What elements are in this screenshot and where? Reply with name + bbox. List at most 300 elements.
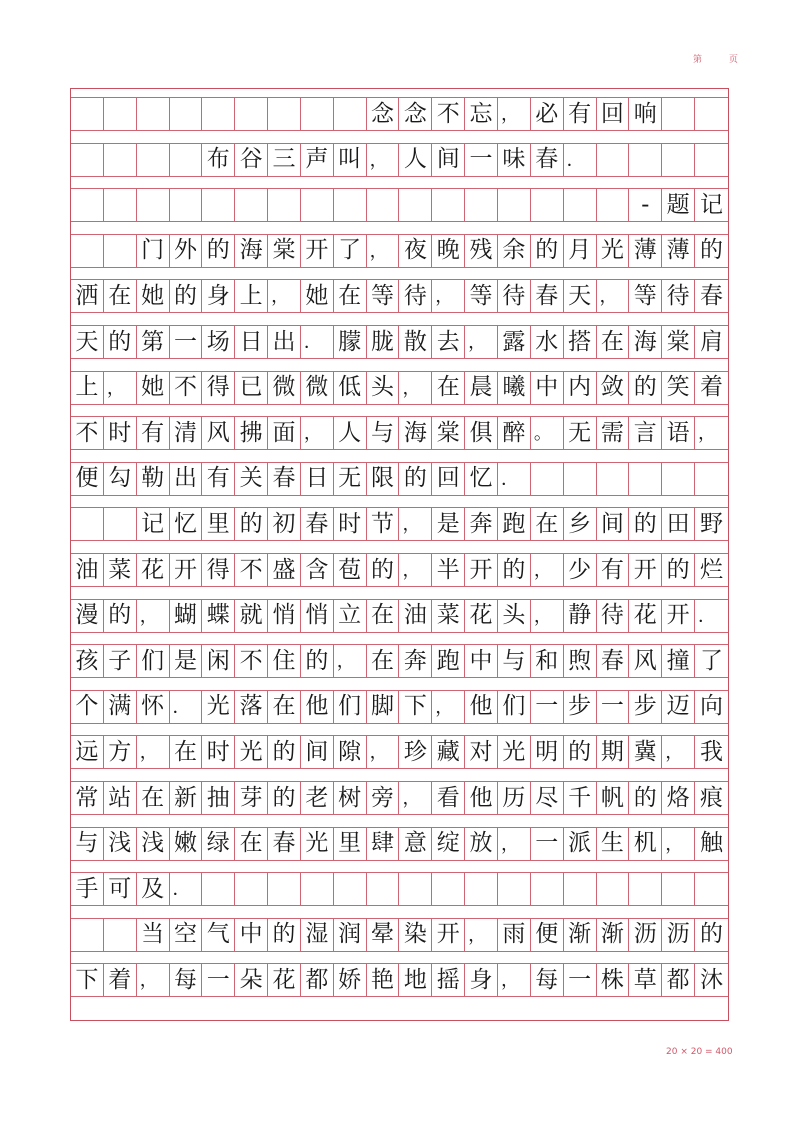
grid-cell: 是 [432,508,465,540]
grid-cell: 风 [202,417,235,449]
grid-cell: 花 [629,600,662,632]
grid-cell: 微 [301,372,334,404]
grid-cell: 我 [699,738,723,765]
grid-cell: 远 [71,736,104,768]
grid-cell: 是 [170,645,203,677]
grid-cell [170,144,203,176]
grid-cell: 对 [465,736,498,768]
grid-cell: 气 [202,919,235,951]
grid-cell [465,873,498,905]
grid-cell: 静 [564,600,597,632]
grid-cell: 蝶 [202,600,235,632]
grid-cell [531,463,564,495]
grid-cell: 在 [432,372,465,404]
grid-cell: 珍 [399,736,432,768]
grid-cell: 布 [202,144,235,176]
grid-cell: 们 [498,691,531,723]
grid-cell: 帆 [597,782,630,814]
grid-cell: 们 [137,645,170,677]
grid-cell: 常 [71,782,104,814]
grid-cell [137,98,170,130]
grid-cell: 一 [597,691,630,723]
grid-cell: 在 [268,691,301,723]
grid-cell: 了 [699,647,723,674]
grid-cell: 蝴 [170,600,203,632]
grid-cell: 场 [202,326,235,358]
grid-cell [268,98,301,130]
grid-cell: ． [498,463,531,495]
grid-cell: ， [498,964,531,996]
grid-cell: 在 [334,280,367,312]
grid-cell: ， [498,98,531,130]
grid-row [71,963,728,997]
grid-cell: 都 [662,964,695,996]
grid-cell: 俱 [465,417,498,449]
grid-cell: 的 [104,326,137,358]
grid-cell: 开 [301,235,334,267]
grid-cell: 上 [71,372,104,404]
grid-cell: 敛 [597,372,630,404]
grid-cell: 下 [71,964,104,996]
grid-cell [104,508,137,540]
grid-cell [629,144,662,176]
grid-cell: 朵 [235,964,268,996]
grid-cell: 晕 [367,919,400,951]
grid-cell: 间 [432,144,465,176]
grid-cell [597,873,630,905]
grid-cell: 就 [235,600,268,632]
grid-cell: - [629,189,662,221]
grid-cell: 每 [531,964,564,996]
grid-cell: 闲 [202,645,235,677]
grid-cell: 的 [170,280,203,312]
grid-cell: 待 [662,280,695,312]
grid-cell: 野 [699,510,723,537]
grid-cell: 着 [699,374,723,401]
grid-cell: ， [137,964,170,996]
grid-cell: 漫 [71,600,104,632]
grid-cell [301,98,334,130]
grid-cell: 地 [399,964,432,996]
grid-cell: 谷 [235,144,268,176]
grid-cell: 。 [531,417,564,449]
grid-cell: 开 [629,554,662,586]
grid-cell: 花 [137,554,170,586]
grid-cell: 放 [465,828,498,860]
grid-cell: 空 [170,919,203,951]
grid-cell: ． [170,873,203,905]
grid-cell: 时 [334,508,367,540]
grid-cell: 沐 [699,966,723,993]
grid-row [71,97,728,131]
grid-cell: 一 [465,144,498,176]
grid-cell: ， [334,645,367,677]
grid-cell: 他 [465,691,498,723]
grid-cell: 念 [399,98,432,130]
grid-cell: 的 [531,235,564,267]
grid-cell: 间 [301,736,334,768]
grid-cell: 忆 [170,508,203,540]
grid-cell: 都 [301,964,334,996]
grid-cell: 在 [367,600,400,632]
grid-cell: 春 [699,282,723,309]
grid-cell: 的 [268,919,301,951]
grid-cell: 她 [137,280,170,312]
grid-cell: 触 [699,830,723,857]
grid-cell: ， [137,600,170,632]
grid-cell: 光 [597,235,630,267]
grid-cell: 们 [334,691,367,723]
grid-cell: 无 [564,417,597,449]
grid-cell [531,873,564,905]
grid-cell: 冀 [629,736,662,768]
grid-cell: 手 [71,873,104,905]
grid-cell: 个 [71,691,104,723]
grid-cell: 痕 [699,784,723,811]
grid-cell [367,873,400,905]
grid-cell: 得 [202,372,235,404]
grid-cell [498,189,531,221]
grid-cell: 老 [301,782,334,814]
grid-cell [531,189,564,221]
grid-cell: ， [367,144,400,176]
grid-cell: 烂 [699,556,723,583]
grid-cell: 微 [268,372,301,404]
grid-cell: 在 [597,326,630,358]
grid-cell: 得 [202,554,235,586]
grid-cell: 肆 [367,828,400,860]
grid-cell: 落 [235,691,268,723]
grid-cell: 的 [699,237,723,264]
grid-cell: 记 [699,191,723,218]
grid-cell: 光 [202,691,235,723]
grid-cell: 机 [629,828,662,860]
grid-cell: 光 [301,828,334,860]
grid-cell: 中 [235,919,268,951]
grid-cell: 时 [202,736,235,768]
grid-cell: 迈 [662,691,695,723]
grid-cell: 奔 [399,645,432,677]
grid-cell: 回 [597,98,630,130]
grid-cell: 期 [597,736,630,768]
grid-cell: 已 [235,372,268,404]
grid-cell: 花 [465,600,498,632]
grid-cell: 风 [629,645,662,677]
grid-cell: 晨 [465,372,498,404]
grid-cell: 光 [498,736,531,768]
grid-cell: 田 [662,508,695,540]
grid-cell: ， [301,417,334,449]
grid-cell: 娇 [334,964,367,996]
grid-cell: 棠 [268,235,301,267]
grid-cell: 出 [268,326,301,358]
grid-row [71,599,728,633]
grid-cell [104,144,137,176]
grid-cell: 有 [564,98,597,130]
grid-cell: 她 [137,372,170,404]
grid-cell: 花 [268,964,301,996]
grid-cell: 旁 [367,782,400,814]
grid-cell: 响 [629,98,662,130]
grid-cell: 忘 [465,98,498,130]
grid-cell [137,144,170,176]
grid-cell [498,873,531,905]
grid-cell: 日 [235,326,268,358]
grid-cell [564,189,597,221]
grid-cell: 面 [268,417,301,449]
grid-cell: 春 [301,508,334,540]
grid-cell [695,873,728,905]
grid-cell: 他 [301,691,334,723]
grid-cell: ， [432,691,465,723]
grid-cell: 中 [531,372,564,404]
grid-cell: 染 [399,919,432,951]
grid-cell: 藏 [432,736,465,768]
grid-cell: 的 [268,782,301,814]
grid-cell: 露 [498,326,531,358]
grid-cell: ． [564,144,597,176]
grid-cell: 间 [597,508,630,540]
grid-cell: 天 [71,326,104,358]
grid-cell [465,189,498,221]
grid-cell: 历 [498,782,531,814]
grid-row [71,416,728,450]
grid-cell [399,189,432,221]
grid-cell: 尽 [531,782,564,814]
grid-cell: 薄 [662,235,695,267]
grid-cell: 当 [137,919,170,951]
grid-cell: 一 [564,964,597,996]
grid-cell [104,98,137,130]
grid-cell: 天 [564,280,597,312]
grid-cell [432,873,465,905]
grid-cell: 关 [235,463,268,495]
grid-cell: 每 [170,964,203,996]
grid-cell: 不 [235,554,268,586]
grid-cell: 抽 [202,782,235,814]
grid-cell: 夜 [399,235,432,267]
grid-cell: 曦 [498,372,531,404]
grid-cell: 明 [531,736,564,768]
grid-cell [597,189,630,221]
grid-cell: 摇 [432,964,465,996]
grid-cell: ， [399,372,432,404]
grid-row [71,371,728,405]
grid-cell: 有 [597,554,630,586]
grid-cell: 孩 [71,645,104,677]
grid-cell: ． [301,326,334,358]
grid-row [71,143,728,177]
grid-cell: 海 [399,417,432,449]
grid-cell: 生 [597,828,630,860]
grid-cell: 时 [104,417,137,449]
grid-cell: 待 [498,280,531,312]
grid-cell [170,189,203,221]
grid-cell: 水 [531,326,564,358]
grid-cell: 便 [71,463,104,495]
grid-cell: 不 [170,372,203,404]
grid-cell: 株 [597,964,630,996]
grid-cell: 待 [597,600,630,632]
grid-cell: 节 [367,508,400,540]
grid-cell: 站 [104,782,137,814]
page-number-label: 第 页 [693,55,750,65]
grid-cell: 的 [104,600,137,632]
grid-cell: 散 [399,326,432,358]
grid-cell: 的 [268,736,301,768]
grid-row [71,507,728,541]
grid-cell: 和 [531,645,564,677]
grid-cell: ． [698,605,717,627]
grid-cell: 笑 [662,372,695,404]
grid-cell: ， [399,508,432,540]
grid-cell: 沥 [662,919,695,951]
grid-cell: 念 [367,98,400,130]
grid-cell [235,189,268,221]
composition-grid-sheet [70,88,729,1021]
grid-cell [71,508,104,540]
grid-row [71,918,728,952]
grid-cell: 开 [465,554,498,586]
grid-cell: ， [465,326,498,358]
grid-cell: ， [367,235,400,267]
grid-cell [104,235,137,267]
grid-cell: 春 [597,645,630,677]
grid-cell [71,98,104,130]
grid-cell: 拂 [235,417,268,449]
grid-cell: 派 [564,828,597,860]
grid-cell: 春 [268,463,301,495]
grid-row [71,279,728,313]
grid-cell: 在 [235,828,268,860]
grid-cell: 去 [432,326,465,358]
grid-cell: 清 [170,417,203,449]
grid-cell: 润 [334,919,367,951]
grid-count-label: 20 × 20 = 400 [666,1047,733,1057]
grid-cell [629,873,662,905]
grid-cell: 余 [498,235,531,267]
grid-row [71,872,728,906]
grid-cell: 棠 [662,326,695,358]
grid-row [71,690,728,724]
grid-cell: 奔 [465,508,498,540]
grid-cell: 声 [301,144,334,176]
grid-cell [662,463,695,495]
grid-cell: 的 [629,782,662,814]
grid-cell: 着 [104,964,137,996]
grid-cell: 棠 [432,417,465,449]
grid-cell [235,873,268,905]
grid-cell: 有 [202,463,235,495]
grid-cell: 半 [432,554,465,586]
grid-cell: 言 [629,417,662,449]
grid-cell: 出 [170,463,203,495]
grid-cell [301,189,334,221]
grid-cell: 隙 [334,736,367,768]
grid-cell: 里 [334,828,367,860]
grid-cell: 嫩 [170,828,203,860]
grid-cell: 海 [629,326,662,358]
grid-cell [104,919,137,951]
grid-cell [399,873,432,905]
grid-cell: 三 [268,144,301,176]
grid-cell: ， [432,280,465,312]
grid-cell: ， [531,600,564,632]
grid-cell: ， [465,919,498,951]
grid-cell: 语 [662,417,695,449]
grid-cell: 浅 [137,828,170,860]
grid-cell: 沥 [629,919,662,951]
grid-cell: 绽 [432,828,465,860]
grid-cell: 外 [170,235,203,267]
grid-cell [71,919,104,951]
grid-cell: 苞 [334,554,367,586]
grid-cell: 记 [137,508,170,540]
grid-cell [367,189,400,221]
grid-cell [301,873,334,905]
grid-cell: 子 [104,645,137,677]
grid-cell: 与 [367,417,400,449]
grid-cell: 与 [71,828,104,860]
grid-cell: 人 [399,144,432,176]
grid-cell: 题 [662,189,695,221]
grid-cell [597,463,630,495]
grid-cell: 月 [564,235,597,267]
grid-cell: 中 [465,645,498,677]
grid-cell: 肩 [699,328,723,355]
grid-row [71,188,728,222]
grid-cell: 含 [301,554,334,586]
grid-cell: ， [662,736,695,768]
grid-cell: 味 [498,144,531,176]
grid-cell [71,235,104,267]
grid-cell: 待 [399,280,432,312]
grid-cell: ， [698,423,717,445]
grid-cell: 回 [432,463,465,495]
grid-cell: 绿 [202,828,235,860]
grid-cell [662,144,695,176]
grid-cell [71,189,104,221]
grid-cell: 的 [498,554,531,586]
grid-cell: 无 [334,463,367,495]
grid-cell: ， [399,554,432,586]
grid-cell: 海 [235,235,268,267]
grid-cell: 的 [235,508,268,540]
grid-cell [268,189,301,221]
grid-cell: 的 [564,736,597,768]
grid-cell: 上 [235,280,268,312]
grid-cell: 乡 [564,508,597,540]
grid-cell: 油 [399,600,432,632]
grid-cell [662,873,695,905]
grid-cell: 千 [564,782,597,814]
grid-cell: ， [367,736,400,768]
grid-cell: 立 [334,600,367,632]
grid-cell: 一 [202,964,235,996]
grid-cell: 忆 [465,463,498,495]
grid-cell: 的 [399,463,432,495]
grid-cell: 春 [531,280,564,312]
grid-cell: 渐 [597,919,630,951]
grid-cell: ， [268,280,301,312]
grid-cell: 意 [399,828,432,860]
grid-cell: 菜 [104,554,137,586]
grid-cell: 头 [367,372,400,404]
grid-cell: 草 [629,964,662,996]
grid-cell [137,189,170,221]
grid-cell: 一 [531,691,564,723]
grid-cell: 低 [334,372,367,404]
